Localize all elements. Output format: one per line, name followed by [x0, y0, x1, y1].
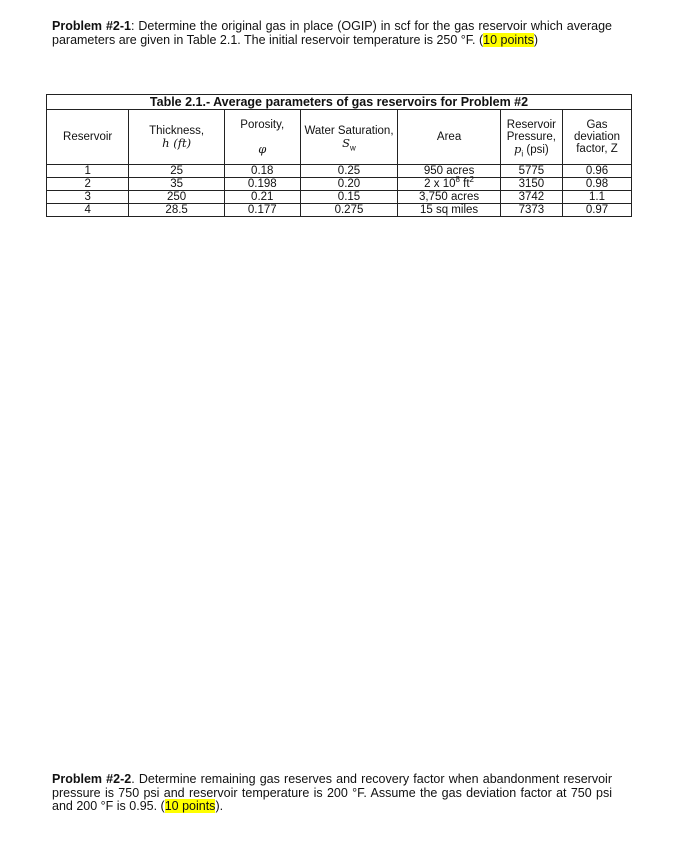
problem-2-2	[52, 773, 612, 814]
cell-reservoir: 2	[47, 178, 129, 191]
header-pressure-symbol: p	[514, 141, 522, 156]
parameters-table	[46, 94, 632, 217]
problem-2-2-close: ).	[215, 799, 224, 813]
cell-z: 0.96	[563, 165, 632, 178]
cell-porosity: 0.198	[224, 178, 300, 191]
cell-area-exp: 8	[455, 175, 460, 185]
cell-area	[398, 175, 500, 191]
header-water-label: Water Saturation,	[304, 124, 394, 137]
cell-z: 0.98	[563, 178, 632, 191]
header-porosity	[224, 110, 300, 165]
header-gas-deviation: Gas deviation factor, Z	[563, 110, 632, 165]
cell-pressure: 5775	[500, 165, 562, 178]
cell-water: 0.15	[300, 191, 398, 204]
cell-reservoir: 4	[47, 204, 129, 217]
cell-water: 0.20	[300, 178, 398, 191]
cell-area-unit: ft	[459, 178, 470, 190]
cell-area: 15 sq miles	[398, 204, 500, 217]
header-area: Area	[398, 110, 500, 165]
cell-pressure: 3742	[500, 191, 562, 204]
problem-2-1-close: )	[533, 32, 539, 47]
cell-water: 0.275	[300, 204, 398, 217]
header-thickness-unit: h (ft)	[162, 135, 192, 150]
cell-z: 0.97	[563, 204, 632, 217]
problem-2-1-title: Problem #2-1	[52, 19, 131, 33]
table-caption: Table 2.1.- Average parameters of gas reservoirs for Problem #2	[46, 94, 632, 109]
header-water-sub: w	[350, 142, 356, 152]
header-porosity-label: Porosity,	[240, 118, 285, 131]
header-pressure-sub: i	[521, 148, 524, 158]
cell-thickness: 250	[129, 191, 225, 204]
problem-2-2-title: Problem #2-2	[52, 772, 132, 786]
cell-porosity: 0.18	[224, 165, 300, 178]
table-row	[47, 204, 632, 217]
header-pressure	[500, 110, 562, 165]
cell-area: 950 acres	[398, 165, 500, 178]
table-2-1	[46, 94, 632, 217]
cell-z: 1.1	[563, 191, 632, 204]
cell-thickness: 28.5	[129, 204, 225, 217]
header-reservoir: Reservoir	[47, 110, 129, 165]
header-pressure-unit: (psi)	[523, 143, 549, 156]
cell-pressure: 7373	[500, 204, 562, 217]
cell-area-unit-exp: 2	[469, 175, 474, 185]
cell-area: 3,750 acres	[398, 191, 500, 204]
table-row	[47, 191, 632, 204]
cell-thickness: 35	[129, 178, 225, 191]
cell-reservoir: 1	[47, 165, 129, 178]
table-header-row	[47, 110, 632, 165]
header-thickness-label: Thickness,	[149, 124, 205, 137]
table-row	[47, 165, 632, 178]
problem-2-2-points: 10 points	[164, 799, 216, 813]
table-row	[47, 178, 632, 191]
cell-area-base: 2 x 10	[424, 178, 456, 190]
header-water-symbol: S	[342, 135, 351, 150]
cell-water: 0.25	[300, 165, 398, 178]
header-thickness	[129, 110, 225, 165]
cell-porosity: 0.177	[224, 204, 300, 217]
cell-reservoir: 3	[47, 191, 129, 204]
header-water	[300, 110, 398, 165]
cell-porosity: 0.21	[224, 191, 300, 204]
cell-thickness: 25	[129, 165, 225, 178]
problem-2-1-points: 10 points	[483, 32, 534, 47]
problem-2-1-text: : Determine the original gas in place (OGIP) in scf for the gas reservoir which average parameters are given in Table 2.1. The initial reservoir temperature is 250 °F. (	[52, 19, 612, 47]
problem-2-2-text: . Determine remaining gas reserves and recovery factor when abandonment reservoir pressure is 750 psi and reservoir temperature is 200 °F. Assume the gas deviation factor at 750 psi and 200 °F is 0.95. (	[52, 772, 612, 813]
problem-2-1	[52, 20, 612, 47]
header-pressure-label: Reservoir Pressure,	[506, 118, 556, 143]
cell-pressure: 3150	[500, 178, 562, 191]
header-porosity-symbol: φ	[258, 141, 267, 156]
